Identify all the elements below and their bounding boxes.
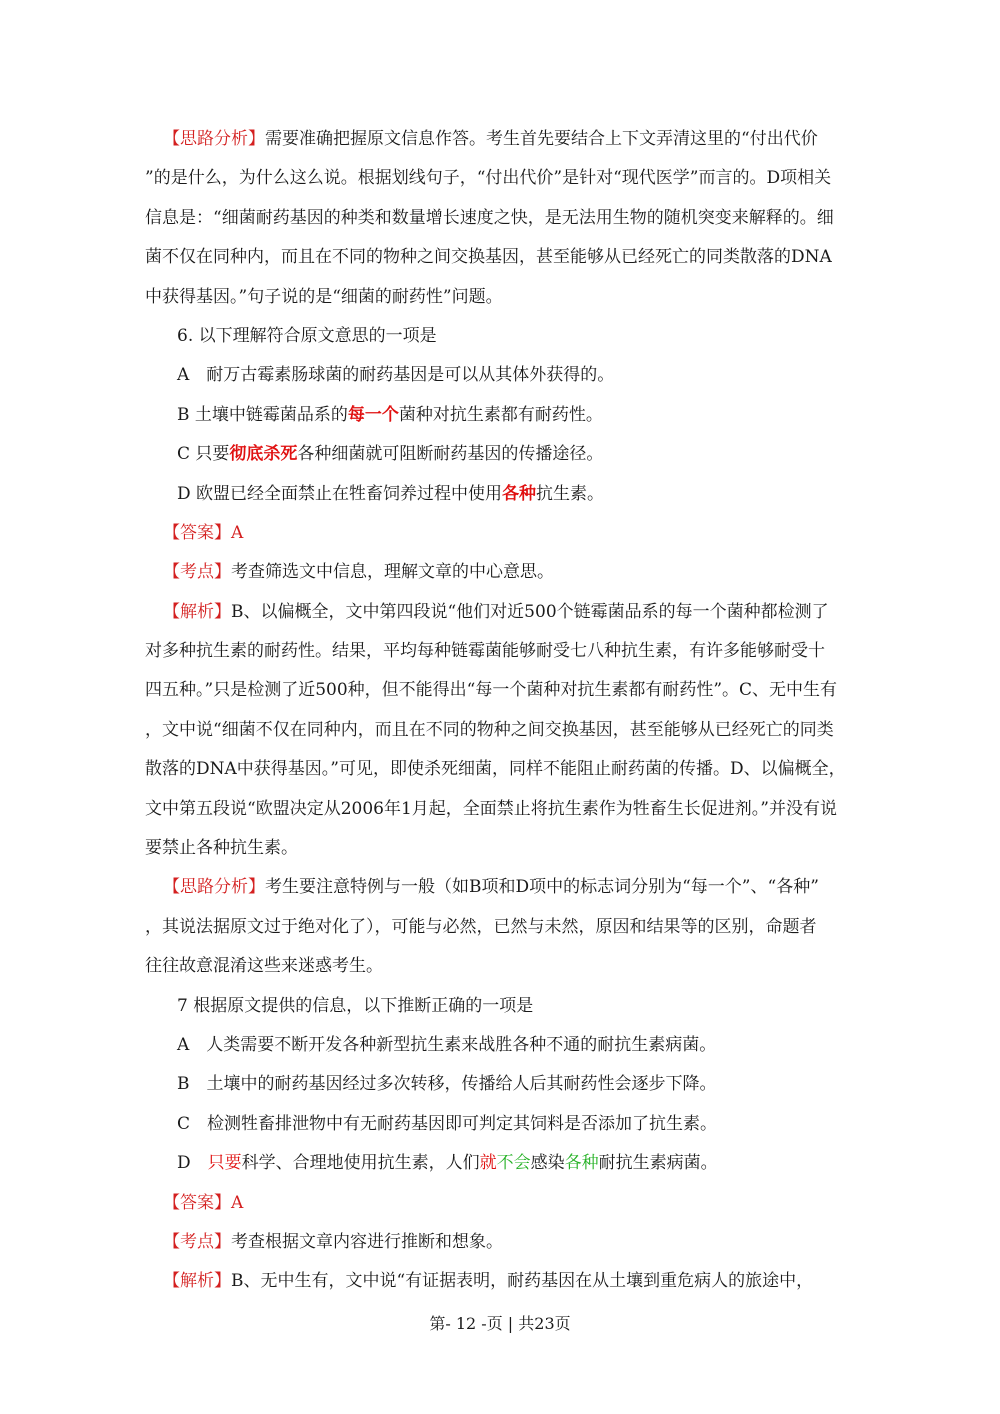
q6-idea-line-3: 往往故意混淆这些来迷惑考生。 [145, 956, 383, 977]
q7-d-text-1: 科学、合理地使用抗生素，人们 [241, 1153, 480, 1174]
q7-answer [145, 1184, 860, 1223]
q7-option-b: B 土壤中的耐药基因经过多次转移，传播给人后其耐药性会逐步下降。 [177, 1074, 717, 1095]
q6-explain-line-2: 对多种抗生素的耐药性。结果，平均每种链霉菌能够耐受七八种抗生素，有许多能够耐受十 [145, 641, 825, 662]
q6-explain-line-4: ，文中说“细菌不仅在同种内，而且在不同的物种之间交换基因，甚至能够从已经死亡的同类 [145, 719, 834, 740]
analysis-line-1 [145, 120, 860, 159]
analysis-idea-tag: 【思路分析】 [163, 129, 265, 149]
q6-stem: 6. 以下理解符合原文意思的一项是 [177, 325, 437, 346]
q6-answer-value: A [231, 522, 244, 543]
document-body [145, 120, 860, 1302]
q7-d-highlight-3: 不会 [496, 1153, 531, 1174]
answer-tag-2: 【答案】 [163, 1192, 231, 1213]
q6-idea-line-2: ，其说法据原文过于绝对化了），可能与必然，已然与未然，原因和结果等的区别，命题者 [145, 916, 817, 937]
q7-d-text-3: 耐抗生素病菌。 [598, 1153, 718, 1174]
analysis-idea-tag-2: 【思路分析】 [163, 877, 265, 898]
q6-b-highlight: 每一个 [347, 404, 399, 425]
q7-point-text: 考查根据文章内容进行推断和想象。 [231, 1231, 503, 1252]
q6-option-a: A 耐万古霉素肠球菌的耐药基因是可以从其体外获得的。 [177, 365, 615, 386]
analysis-text: 需要准确把握原文信息作答。考生首先要结合上下文弄清这里的“付出代价 [265, 129, 818, 149]
q6-b-post: 菌种对抗生素都有耐药性。 [398, 404, 603, 425]
q7-d-text-2: 感染 [530, 1153, 565, 1174]
q6-point-text: 考查筛选文中信息，理解文章的中心意思。 [231, 562, 554, 583]
q6-explain-line-6: 文中第五段说“欧盟决定从2006年1月起，全面禁止将抗生素作为牲畜生长促进剂。”并没有说 [145, 798, 837, 819]
q6-b-pre: B 土壤中链霉菌品系的 [177, 404, 348, 425]
q6-idea-line-1 [145, 868, 860, 907]
q7-option-d [145, 1144, 860, 1183]
analysis-line-2: ”的是什么，为什么这么说。根据划线句子，“付出代价”是针对“现代医学”而言的。D项相关 [145, 168, 832, 189]
explain-tag-2: 【解析】 [163, 1271, 231, 1292]
q6-c-pre: C 只要 [177, 444, 230, 465]
explain-tag: 【解析】 [163, 601, 231, 622]
q7-d-highlight-4: 各种 [564, 1153, 599, 1174]
q7-option-a: A 人类需要不断开发各种新型抗生素来战胜各种不通的耐抗生素病菌。 [177, 1034, 717, 1055]
q6-d-post: 抗生素。 [536, 483, 605, 504]
q6-explain-line-5: 散落的DNA中获得基因。”可见，即使杀死细菌，同样不能阻止耐药菌的传播。D、以偏概全， [145, 759, 846, 780]
analysis-line-4: 菌不仅在同种内，而且在不同的物种之间交换基因，甚至能够从已经死亡的同类散落的DNA [145, 247, 832, 268]
q7-explain-line-1 [145, 1262, 860, 1301]
q6-c-highlight: 彻底杀死 [229, 444, 298, 465]
analysis-line-5: 中获得基因。”句子说的是“细菌的耐药性”问题。 [145, 286, 503, 307]
q6-explain-line-1 [145, 593, 860, 632]
q6-explain-line-3: 四五种。”只是检测了近500种，但不能得出“每一个菌种对抗生素都有耐药性”。C、无中生有 [145, 680, 838, 701]
point-tag: 【考点】 [163, 562, 231, 583]
q7-d-highlight-2: 就 [479, 1153, 497, 1174]
analysis-line-3: 信息是：“细菌耐药基因的种类和数量增长速度之快，是无法用生物的随机突变来解释的。细 [145, 207, 834, 228]
q7-option-c: C 检测牲畜排泄物中有无耐药基因即可判定其饲料是否添加了抗生素。 [177, 1113, 718, 1134]
q6-option-c [145, 435, 860, 474]
q6-explain-line-7: 要禁止各种抗生素。 [145, 838, 298, 859]
q6-c-post: 各种细菌就可阻断耐药基因的传播途径。 [297, 444, 604, 465]
q7-point [145, 1223, 860, 1262]
q6-d-pre: D 欧盟已经全面禁止在牲畜饲养过程中使用 [177, 483, 503, 504]
q6-point [145, 553, 860, 592]
q7-explain-text: B、无中生有，文中说“有证据表明，耐药基因在从土壤到重危病人的旅途中， [231, 1271, 814, 1292]
q6-option-b [145, 396, 860, 435]
page-footer: 第- 12 -页 | 共23页 [429, 1314, 571, 1333]
point-tag-2: 【考点】 [163, 1231, 231, 1252]
answer-tag: 【答案】 [163, 522, 231, 543]
q7-d-label: D [177, 1153, 208, 1174]
q7-d-highlight-1: 只要 [207, 1153, 242, 1174]
q6-option-d [145, 475, 860, 514]
q6-idea-text: 考生要注意特例与一般（如B项和D项中的标志词分别为“每一个”、“各种” [265, 877, 819, 898]
q6-answer [145, 514, 860, 553]
q6-d-highlight: 各种 [502, 483, 537, 504]
q7-answer-value: A [231, 1192, 244, 1213]
q6-explain-text: B、以偏概全，文中第四段说“他们对近500个链霉菌品系的每一个菌种都检测了 [231, 601, 829, 622]
q7-stem: 7 根据原文提供的信息，以下推断正确的一项是 [177, 995, 534, 1016]
